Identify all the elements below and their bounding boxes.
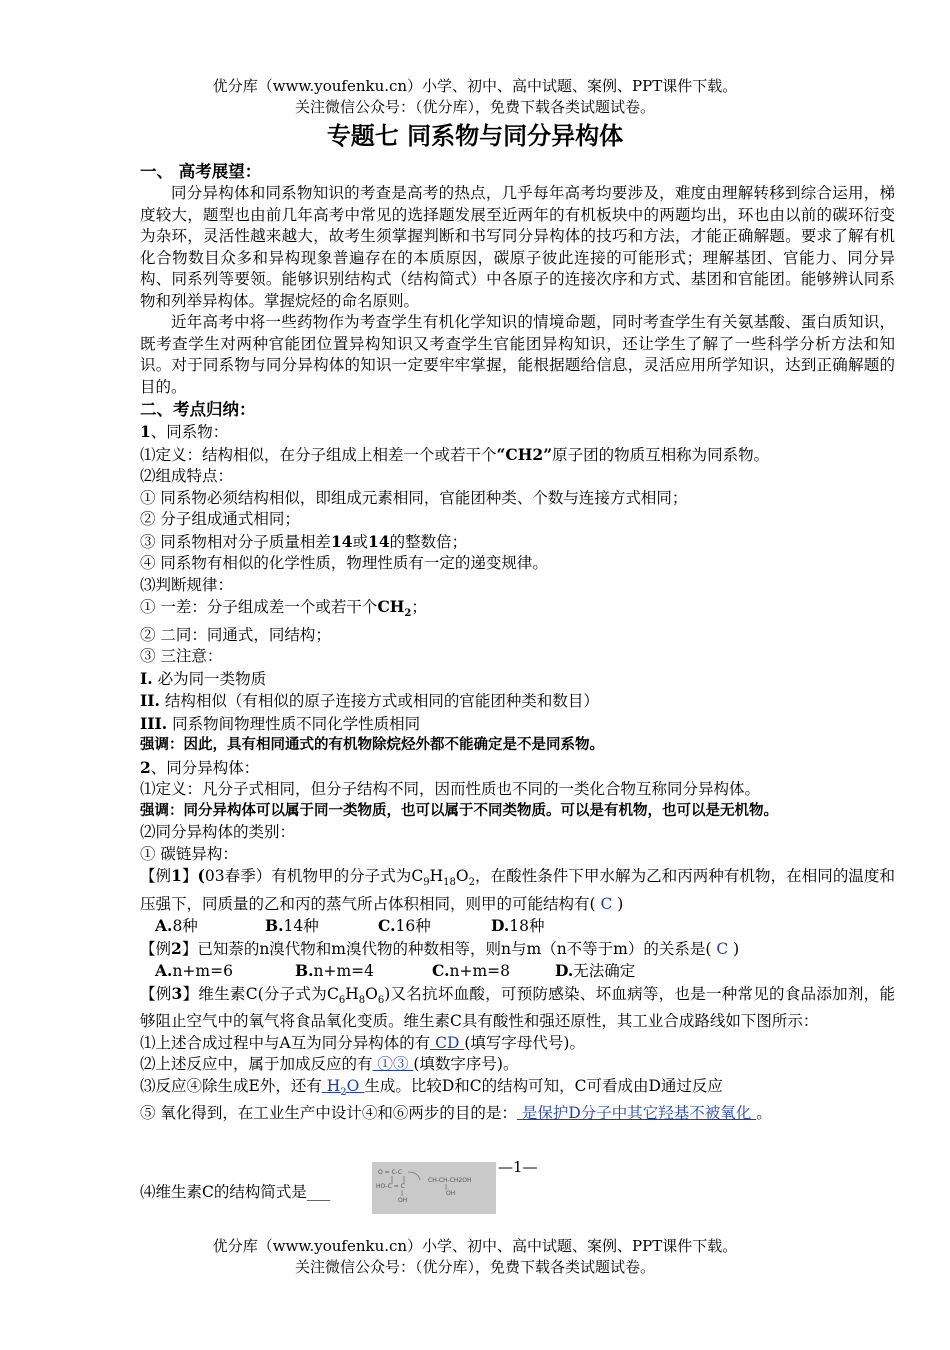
- rules-heading: ⑶判断规律：: [140, 575, 234, 594]
- example-3-q3-line2: ⑤ 氧化得到，在工业生产中设计④和⑥两步的目的是： 是保护D分子中其它羟基不被氧化 。: [140, 1104, 772, 1123]
- struct-text-4: OH: [398, 1197, 408, 1204]
- note-1: I. 必为同一类物质: [140, 668, 267, 688]
- isomer-heading: 2、同分异构体：: [140, 757, 260, 777]
- feature-4: ④ 同系物有相似的化学性质，物理性质有一定的递变规律。: [140, 554, 548, 572]
- section-heading-2: 二、考点归纳：: [140, 400, 256, 419]
- feature-3: ③ 同系物相对分子质量相差14或14的整数倍；: [140, 531, 468, 551]
- example-2-answer: C: [711, 939, 734, 958]
- note-2: II. 结构相似（有相似的原子连接方式或相同的官能团种类和数目）: [140, 691, 599, 711]
- footer-line-2: 关注微信公众号：（优分库），免费下载各类试题试卷。: [294, 1258, 655, 1276]
- emphasis-1: 强调：因此，具有相同通式的有机物除烷烃外都不能确定是不是同系物。: [140, 737, 604, 754]
- structure-formula-image: [372, 1162, 496, 1214]
- isomer-type-1: ① 碳链异构：: [140, 844, 238, 863]
- example-3-q3-answer-2: 是保护D分子中其它羟基不被氧化: [516, 1104, 757, 1123]
- feature-1: ① 同系物必须结构相似，即组成元素相同，官能团种类、个数与连接方式相同；: [140, 488, 688, 507]
- homolog-definition: ⑴定义：结构相似，在分子组成上相差一个或若干个“CH2”原子团的物质互相称为同系物。: [140, 444, 770, 464]
- structure-question-row: [140, 1162, 660, 1214]
- example-1-question: 【例1】(03春季）有机物甲的分子式为$C_9H_{18}O_2$，在酸性条件下甲水解为乙和丙两种有机物，在相同的温度和压强下，同质量的乙和丙的蒸气所占体积相同，则甲的可能结构有( C ): [140, 866, 895, 913]
- composition-features-heading: ⑵组成特点：: [140, 467, 234, 485]
- example-3-q1: ⑴上述合成过程中与A互为同分异构体的有 CD (填写字母代号)。: [140, 1033, 585, 1052]
- emphasis-2: 强调：同分异构体可以属于同一类物质，也可以属于不同类物质。可以是有机物，也可以是无机物。: [140, 802, 778, 819]
- example-3-q2: ⑵上述反应中，属于加成反应的有 ①③ (填数字序号)。: [140, 1055, 519, 1074]
- rule-2: ② 二同：同通式，同结构；: [140, 625, 331, 644]
- header-line-2: 关注微信公众号：（优分库），免费下载各类试题试卷。: [294, 98, 655, 116]
- struct-text-5: OH: [446, 1190, 456, 1197]
- section1-paragraph-1: 同分异构体和同系物知识的考查是高考的热点，几乎每年高考均要涉及，难度由理解转移到综合运用，梯度较大，题型也由前几年高考中常见的选择题发展至近两年的有机板块中的两题均出，环也由以前的碳环衍变为杂环，灵活性越来越大，故考生须掌握判断和书写同分异构体的技巧和方法，才能正确解题。要求了解有机化合物数目众多和异构现象普遍存在的本质原因，碳原子彼此连接的可能形式；理解基团、官能力、同分异构、同系列等要领。能够识别结构式（结构简式）中各原子的连接次序和方式、基团和官能团。能够辨认同系物和列举异构体。掌握烷烃的命名原则。: [140, 184, 895, 310]
- struct-text-3: CH-CH-CH2OH: [428, 1177, 472, 1184]
- section-heading-1: 一、 高考展望：: [140, 162, 262, 181]
- section1-paragraph-2: 近年高考中将一些药物作为考查学生有机化学知识的情境命题，同时考查学生有关氨基酸、蛋白质知识，既考查学生对两种官能团位置异构知识又考查学生官能团异构知识，还让学生了解了一些科学分析方法和知识。对于同系物与同分异构体的知识一定要牢牢掌握，能根据题给信息，灵活应用所学知识，达到正确解题的目的。: [140, 313, 895, 396]
- homolog-heading: 1、同系物：: [140, 422, 229, 441]
- page-number: —1—: [498, 1158, 538, 1176]
- example-2-options: A.n+m=6 B.n+m=4 C.n+m=8 D.无法确定: [155, 961, 636, 981]
- main-content: [140, 160, 895, 1125]
- vitamin-c-structure-icon: [372, 1162, 496, 1214]
- struct-text-1: O = C-C: [378, 1169, 403, 1176]
- isomer-definition: ⑴定义：凡分子式相同，但分子结构不同，因而性质也不同的一类化合物互称同分异构体。: [140, 780, 761, 799]
- example-2-question: 【例2】已知萘的n溴代物和m溴代物的种数相等，则n与m（n不等于m）的关系是( C ): [140, 938, 740, 958]
- example-3-question: 【例3】维生素C(分子式为$C_6H_8O_6$)又名抗坏血酸，可预防感染、坏血病等，也是一种常见的食品添加剂，能够阻止空气中的氧气将食品氧化变质。维生素C具有酸性和强还原性，其工业合成路线如下图所示：: [140, 983, 895, 1031]
- example-3-q4: ⑷维生素C的结构简式是___: [140, 1183, 331, 1201]
- example-3-q3-line1: ⑶反应④除生成E外，还有 $H_2O$ 生成。比较D和C的结构可知，C可看成由D通过反应: [140, 1076, 723, 1098]
- feature-2: ② 分子组成通式相同；: [140, 510, 300, 528]
- example-1-options: A.8种 B.14种 C.16种 D.18种: [155, 916, 545, 936]
- example-3-q1-answer: CD: [430, 1033, 465, 1052]
- isomer-types-heading: ⑵同分异构体的类别：: [140, 823, 296, 842]
- header-line-1: 优分库（www.youfenku.cn）小学、初中、高中试题、案例、PPT课件下载。: [212, 77, 738, 95]
- footer-line-1: 优分库（www.youfenku.cn）小学、初中、高中试题、案例、PPT课件下载。: [212, 1237, 738, 1255]
- struct-text-2: HO-C = C: [376, 1183, 405, 1190]
- rule-1: ① 一差：分子组成差一个或若干个$CH_2$；: [140, 597, 427, 620]
- example-3-q3-answer-1: $H_2O$: [326, 1076, 360, 1098]
- rule-3: ③ 三注意：: [140, 647, 223, 666]
- note-3: III. 同系物间物理性质不同化学性质相同: [140, 713, 421, 733]
- example-3-q2-answer: ①③: [372, 1055, 414, 1074]
- example-1-answer: C: [595, 894, 618, 913]
- page-title: 专题七 同系物与同分异构体: [326, 122, 624, 150]
